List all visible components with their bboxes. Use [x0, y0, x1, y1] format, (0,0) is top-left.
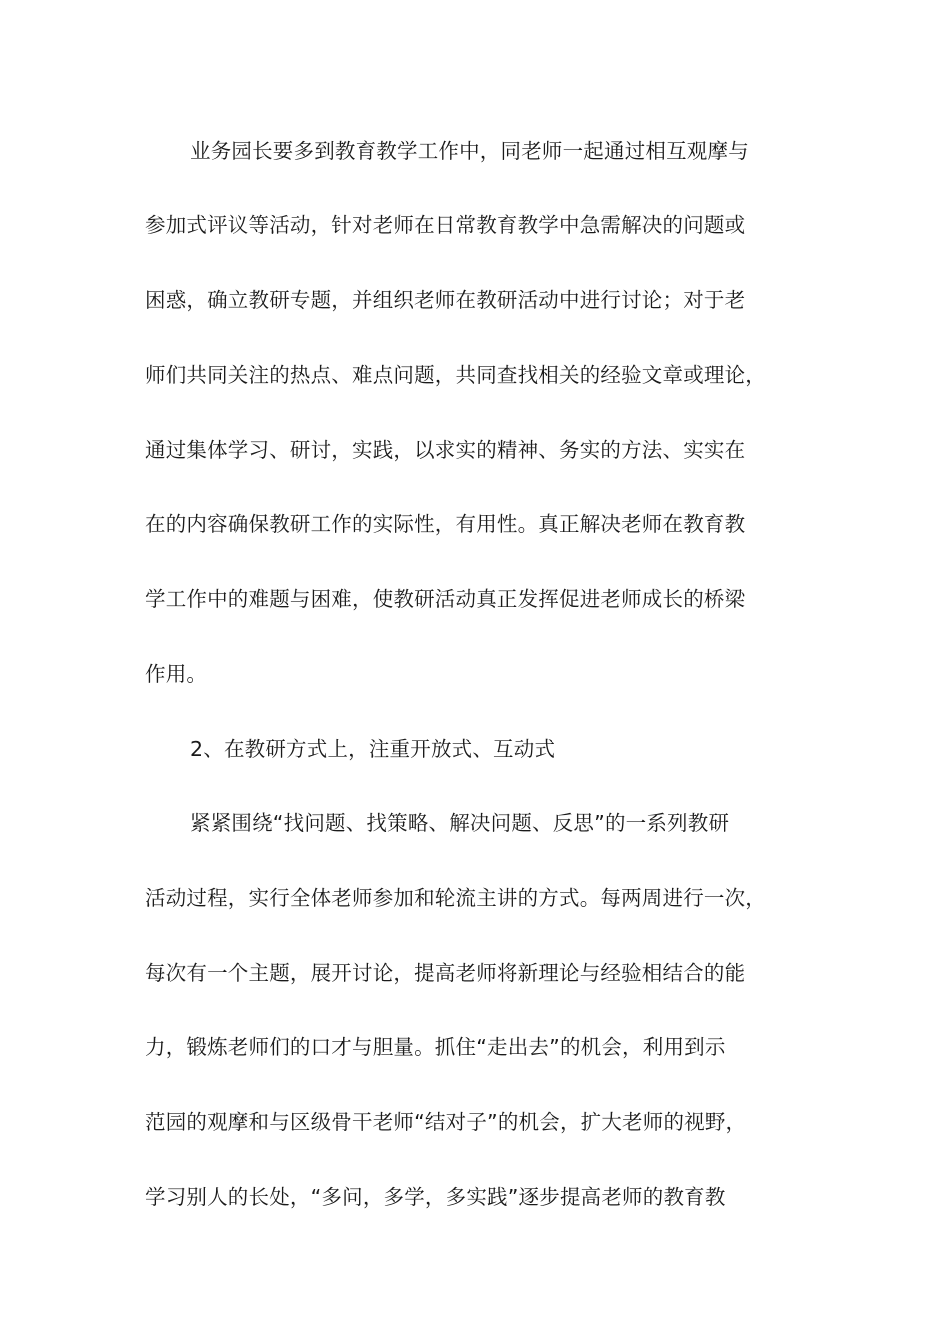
paragraph-line: 学习别人的长处，“多问，多学，多实践”逐步提高老师的教育教	[145, 1185, 726, 1209]
paragraph-line: 师们共同关注的热点、难点问题，共同查找相关的经验文章或理论，	[145, 363, 766, 387]
paragraph-line: 活动过程，实行全体老师参加和轮流主讲的方式。每两周进行一次，	[145, 886, 766, 910]
paragraph-line: 力，锻炼老师们的口才与胆量。抓住“走出去”的机会，利用到示	[145, 1035, 726, 1059]
paragraph-line: 在的内容确保教研工作的实际性，有用性。真正解决老师在教育教	[145, 512, 746, 536]
paragraph-line: 通过集体学习、研讨，实践，以求实的精神、务实的方法、实实在	[145, 438, 746, 462]
paragraph-line: 困惑，确立教研专题，并组织老师在教研活动中进行讨论；对于老	[145, 288, 746, 312]
paragraph-line: 学工作中的难题与困难，使教研活动真正发挥促进老师成长的桥梁	[145, 587, 746, 611]
section-heading: 2、在教研方式上，注重开放式、互动式	[190, 737, 556, 761]
paragraph-line: 业务园长要多到教育教学工作中，同老师一起通过相互观摩与	[190, 139, 749, 163]
paragraph-line: 每次有一个主题，展开讨论，提高老师将新理论与经验相结合的能	[145, 961, 746, 985]
paragraph-line: 作用。	[145, 662, 208, 686]
paragraph-line: 范园的观摩和与区级骨干老师“结对子”的机会，扩大老师的视野，	[145, 1110, 747, 1134]
paragraph-line: 紧紧围绕“找问题、找策略、解决问题、反思”的一系列教研	[190, 811, 730, 835]
paragraph-line: 参加式评议等活动，针对老师在日常教育教学中急需解决的问题或	[145, 213, 746, 237]
